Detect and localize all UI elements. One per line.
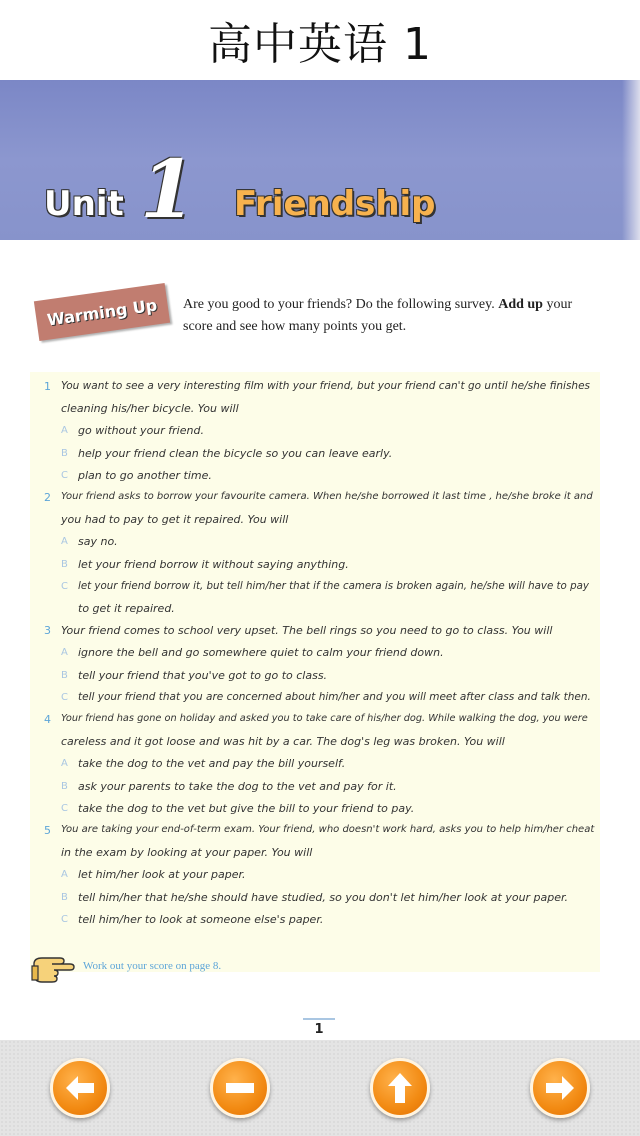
option-letter: B: [61, 558, 68, 570]
unit-banner: [0, 80, 640, 240]
page-number: 1: [303, 1018, 335, 1040]
answer-option: to get it repaired.: [78, 602, 175, 615]
option-letter: C: [61, 691, 68, 703]
option-letter: C: [61, 469, 68, 481]
answer-option[interactable]: say no.: [78, 535, 118, 549]
option-letter: C: [61, 580, 68, 592]
question-text: You want to see a very interesting film with your friend, but your friend can't go until he/she finishes: [61, 380, 591, 392]
option-letter: B: [61, 891, 68, 903]
answer-option[interactable]: take the dog to the vet but give the bill to your friend to pay.: [78, 801, 415, 815]
option-letter: B: [61, 669, 68, 681]
option-letter: B: [61, 447, 68, 459]
page-edge: [622, 80, 640, 240]
answer-option[interactable]: plan to go another time.: [78, 468, 212, 482]
question-text: Your friend asks to borrow your favourite camera. When he/she borrowed it last time , he/she broke it and: [61, 491, 593, 502]
question-text: careless and it got loose and was hit by a car. The dog's leg was broken. You will: [61, 735, 505, 749]
question-text: You are taking your end-of-term exam. Your friend, who doesn't work hard, asks you to help him/her cheat: [61, 824, 595, 835]
intro-text-end: your score and see how many points you get.: [183, 297, 573, 334]
pointing-hand-icon: [30, 950, 78, 986]
warming-up-label: Warming Up: [45, 294, 159, 330]
warming-up-tag: [34, 283, 170, 341]
option-letter: C: [61, 802, 68, 814]
option-letter: A: [61, 425, 68, 437]
unit-title: Friendship: [234, 184, 436, 224]
question-number: 3: [44, 624, 51, 638]
intro-bold-text: Add up: [498, 297, 543, 312]
question-number: 5: [44, 824, 51, 837]
survey-box: [30, 372, 600, 972]
answer-option[interactable]: take the dog to the vet and pay the bill yourself.: [78, 757, 346, 771]
answer-option[interactable]: tell him/her to look at someone else's paper.: [78, 912, 324, 926]
answer-option[interactable]: ignore the bell and go somewhere quiet to calm your friend down.: [78, 646, 444, 660]
app-title: 高中英语 1: [208, 19, 432, 70]
answer-option[interactable]: help your friend clean the bicycle so you can leave early.: [78, 446, 393, 460]
answer-option[interactable]: let your friend borrow it, but tell him/her that if the camera is broken again, he/she will have to pay: [78, 579, 589, 592]
question-number: 1: [44, 380, 51, 393]
title-bar: [0, 0, 640, 80]
answer-option[interactable]: tell your friend that you are concerned about him/her and you will meet after class and talk then.: [78, 690, 591, 703]
option-letter: A: [61, 536, 68, 548]
up-button[interactable]: [370, 1058, 430, 1118]
intro-text: Are you good to your friends? Do the following survey.: [183, 297, 499, 312]
minus-button[interactable]: [210, 1058, 270, 1118]
answer-option[interactable]: let him/her look at your paper.: [78, 868, 246, 882]
answer-option[interactable]: tell your friend that you've got to go to class.: [78, 668, 328, 682]
survey-intro: [183, 294, 597, 338]
back-button[interactable]: [50, 1058, 110, 1118]
arrow-right-icon: [540, 1068, 580, 1108]
answer-option[interactable]: let your friend borrow it without saying anything.: [78, 557, 349, 571]
option-letter: A: [61, 758, 68, 770]
answer-option[interactable]: ask your parents to take the dog to the vet and pay for it.: [78, 779, 397, 793]
minus-icon: [220, 1068, 260, 1108]
question-number: 2: [44, 491, 51, 504]
option-letter: A: [61, 869, 68, 881]
question-number: 4: [44, 713, 51, 726]
option-letter: A: [61, 647, 68, 659]
question-text: cleaning his/her bicycle. You will: [61, 402, 239, 416]
question-text: in the exam by looking at your paper. You will: [61, 846, 313, 860]
option-letter: B: [61, 780, 68, 792]
forward-button[interactable]: [530, 1058, 590, 1118]
option-letter: C: [61, 913, 68, 925]
unit-label: Unit: [44, 184, 124, 224]
textbook-page[interactable]: [0, 80, 640, 1040]
arrow-left-icon: [60, 1068, 100, 1108]
answer-option[interactable]: tell him/her that he/she should have studied, so you don't let him/her look at your paper.: [78, 890, 569, 904]
question-text: you had to pay to get it repaired. You will: [61, 513, 289, 527]
arrow-up-icon: [380, 1068, 420, 1108]
question-text: Your friend comes to school very upset. The bell rings so you need to go to class. You will: [61, 624, 553, 638]
question-text: Your friend has gone on holiday and asked you to take care of his/her dog. While walking the dog, you were: [61, 713, 588, 724]
unit-number: 1: [140, 142, 196, 236]
score-note[interactable]: Work out your score on page 8.: [83, 960, 222, 972]
answer-option[interactable]: go without your friend.: [78, 424, 204, 438]
